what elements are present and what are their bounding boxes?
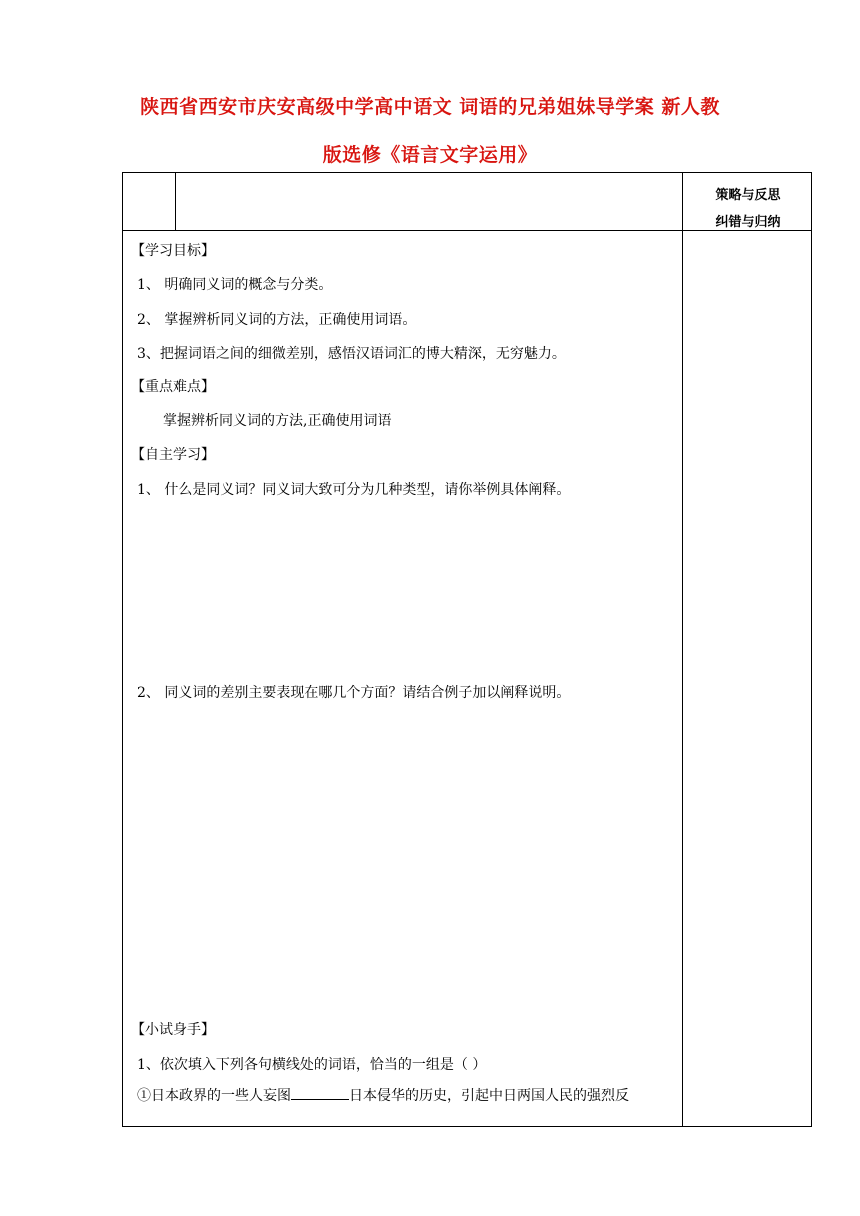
fill-in-blank	[291, 1085, 349, 1100]
key-points-heading: 【重点难点】	[131, 379, 215, 395]
practice-item-1	[137, 1085, 629, 1105]
practice-question-1: 1、依次填入下列各句横线处的词语，恰当的一组是（ ）	[137, 1057, 487, 1073]
self-study-question-2: 2、 同义词的差别主要表现在哪几个方面？请结合例子加以阐释说明。	[137, 685, 571, 701]
document-title-line2: 版选修《语言文字运用》	[322, 144, 538, 166]
practice-item-1-before-blank: ①日本政界的一些人妄图	[137, 1088, 291, 1104]
self-study-question-1: 1、 什么是同义词？同义词大致可分为几种类型，请你举例具体阐释。	[137, 482, 571, 498]
header-cell-divider	[175, 173, 176, 230]
document-title-line1: 陕西省西安市庆安高级中学高中语文 词语的兄弟姐妹导学案 新人教	[140, 96, 720, 118]
goal-item-2: 2、 掌握辨析同义词的方法，正确使用词语。	[137, 312, 417, 328]
goal-item-3: 3、把握词语之间的细微差别，感悟汉语词汇的博大精深，无穷魅力。	[137, 346, 566, 362]
side-heading-correction: 纠错与归纳	[715, 215, 781, 230]
side-heading-reflection: 策略与反思	[715, 188, 781, 203]
self-study-heading: 【自主学习】	[131, 447, 215, 463]
worksheet-table	[122, 172, 812, 1127]
goals-heading: 【学习目标】	[131, 243, 215, 259]
goal-item-1: 1、 明确同义词的概念与分类。	[137, 277, 333, 293]
header-row-divider	[123, 230, 811, 231]
key-points-text: 掌握辨析同义词的方法,正确使用词语	[163, 413, 392, 429]
practice-heading: 【小试身手】	[131, 1022, 215, 1038]
practice-item-1-after-blank: 日本侵华的历史，引起中日两国人民的强烈反	[349, 1088, 629, 1104]
side-column-divider	[682, 173, 683, 1126]
